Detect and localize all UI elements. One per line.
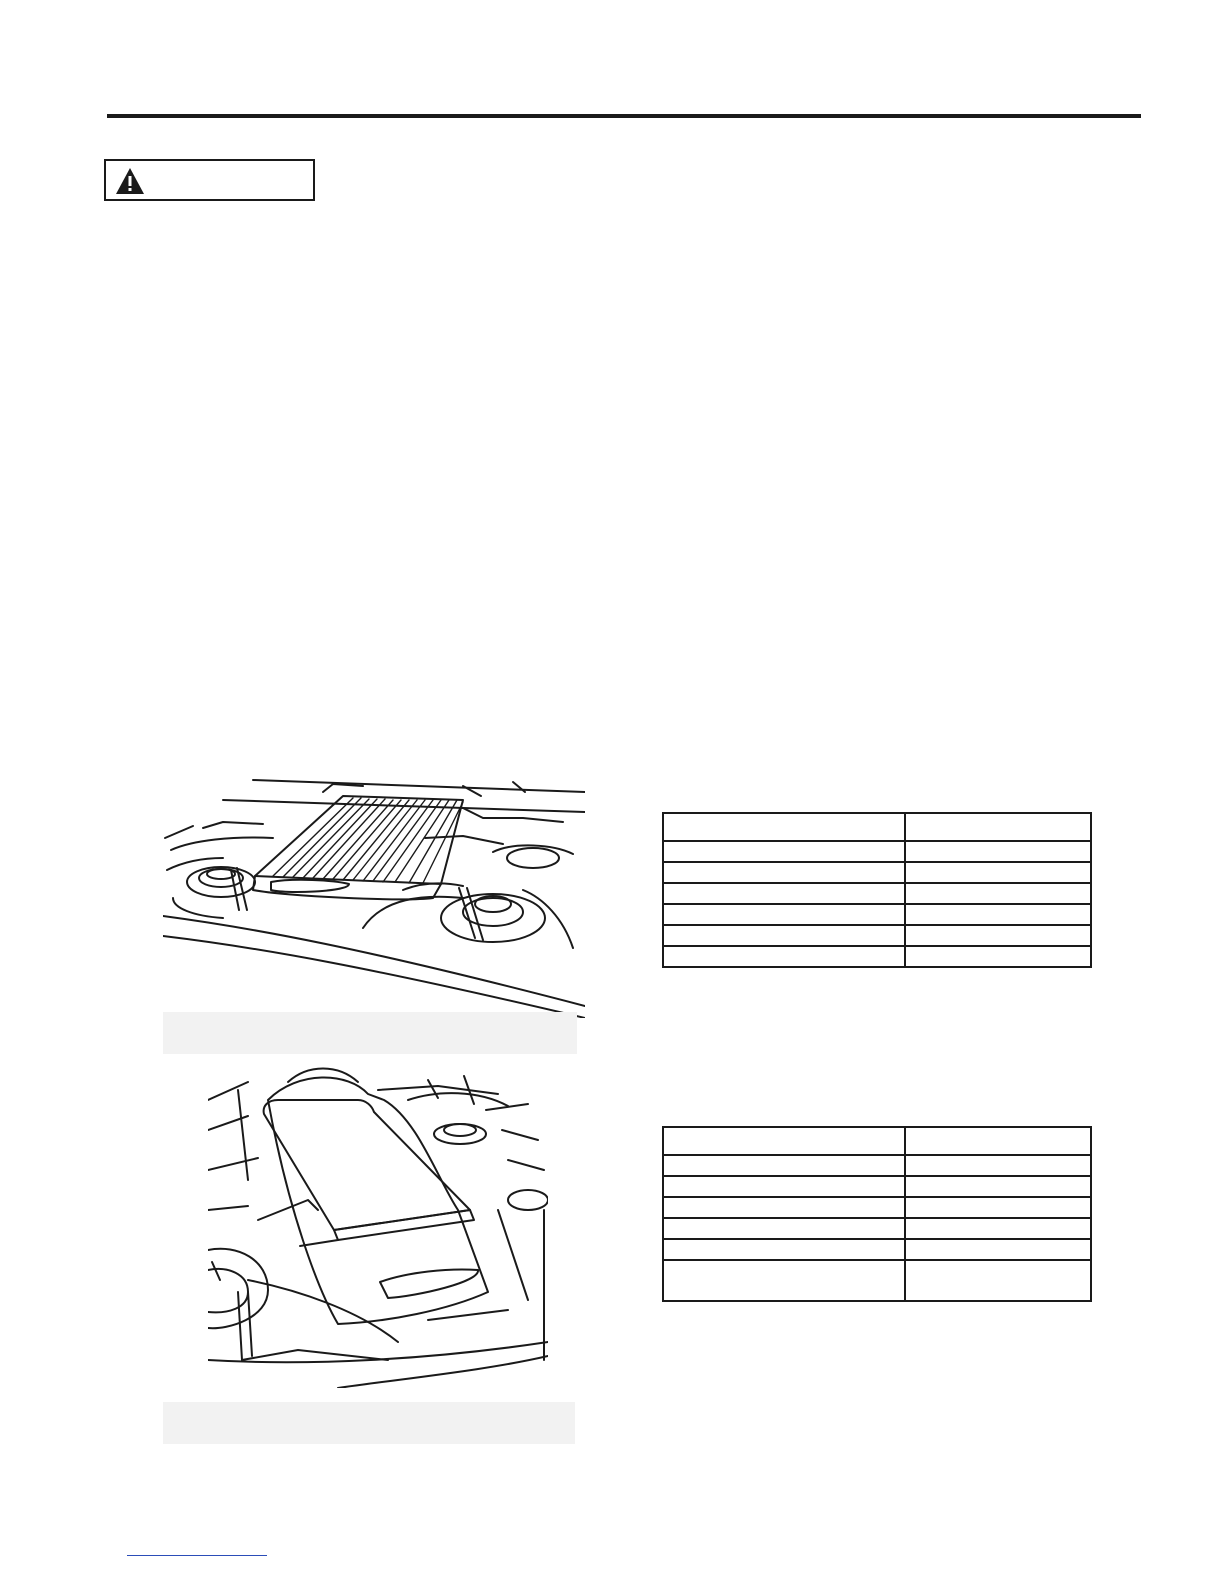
table-cell	[905, 1218, 1091, 1239]
table-cell	[663, 1260, 905, 1301]
table-row	[663, 1176, 1091, 1197]
griddle-illustration	[208, 1060, 548, 1388]
table-cell	[663, 1155, 905, 1176]
table-cell	[905, 862, 1091, 883]
table-cell	[663, 925, 905, 946]
table-row	[663, 841, 1091, 862]
table-cell	[663, 1218, 905, 1239]
table-header-cell	[663, 813, 905, 841]
table-cell	[905, 1155, 1091, 1176]
table-row	[663, 1218, 1091, 1239]
table-cell	[905, 1239, 1091, 1260]
table-cell	[663, 946, 905, 967]
spec-table-1	[662, 812, 1092, 968]
footer-link-underline[interactable]	[127, 1555, 267, 1556]
table-header-row	[663, 1127, 1091, 1155]
warning-label-box	[104, 159, 315, 201]
spec-table-2	[662, 1126, 1092, 1302]
table-row	[663, 946, 1091, 967]
grill-illustration	[163, 778, 585, 1018]
table-row	[663, 904, 1091, 925]
table-cell	[663, 1239, 905, 1260]
table-cell	[905, 1260, 1091, 1301]
table-cell	[663, 862, 905, 883]
figure-caption-griddle	[163, 1402, 575, 1444]
table-cell	[663, 1176, 905, 1197]
table-cell	[905, 904, 1091, 925]
table-row	[663, 925, 1091, 946]
table-cell	[905, 925, 1091, 946]
table-cell	[905, 1176, 1091, 1197]
table-header-cell	[905, 813, 1091, 841]
table-cell	[905, 946, 1091, 967]
table-header-cell	[905, 1127, 1091, 1155]
table-row	[663, 883, 1091, 904]
table-row	[663, 1197, 1091, 1218]
table-header-cell	[663, 1127, 905, 1155]
header-rule	[107, 114, 1141, 118]
table-header-row	[663, 813, 1091, 841]
table-row	[663, 1260, 1091, 1301]
table-cell	[663, 883, 905, 904]
table-cell	[905, 883, 1091, 904]
table-row	[663, 862, 1091, 883]
table-row	[663, 1239, 1091, 1260]
table-cell	[663, 1197, 905, 1218]
figure-caption-grill	[163, 1012, 577, 1054]
table-cell	[905, 841, 1091, 862]
table-row	[663, 1155, 1091, 1176]
warning-triangle-icon	[114, 166, 146, 196]
table-cell	[905, 1197, 1091, 1218]
table-cell	[663, 904, 905, 925]
table-cell	[663, 841, 905, 862]
